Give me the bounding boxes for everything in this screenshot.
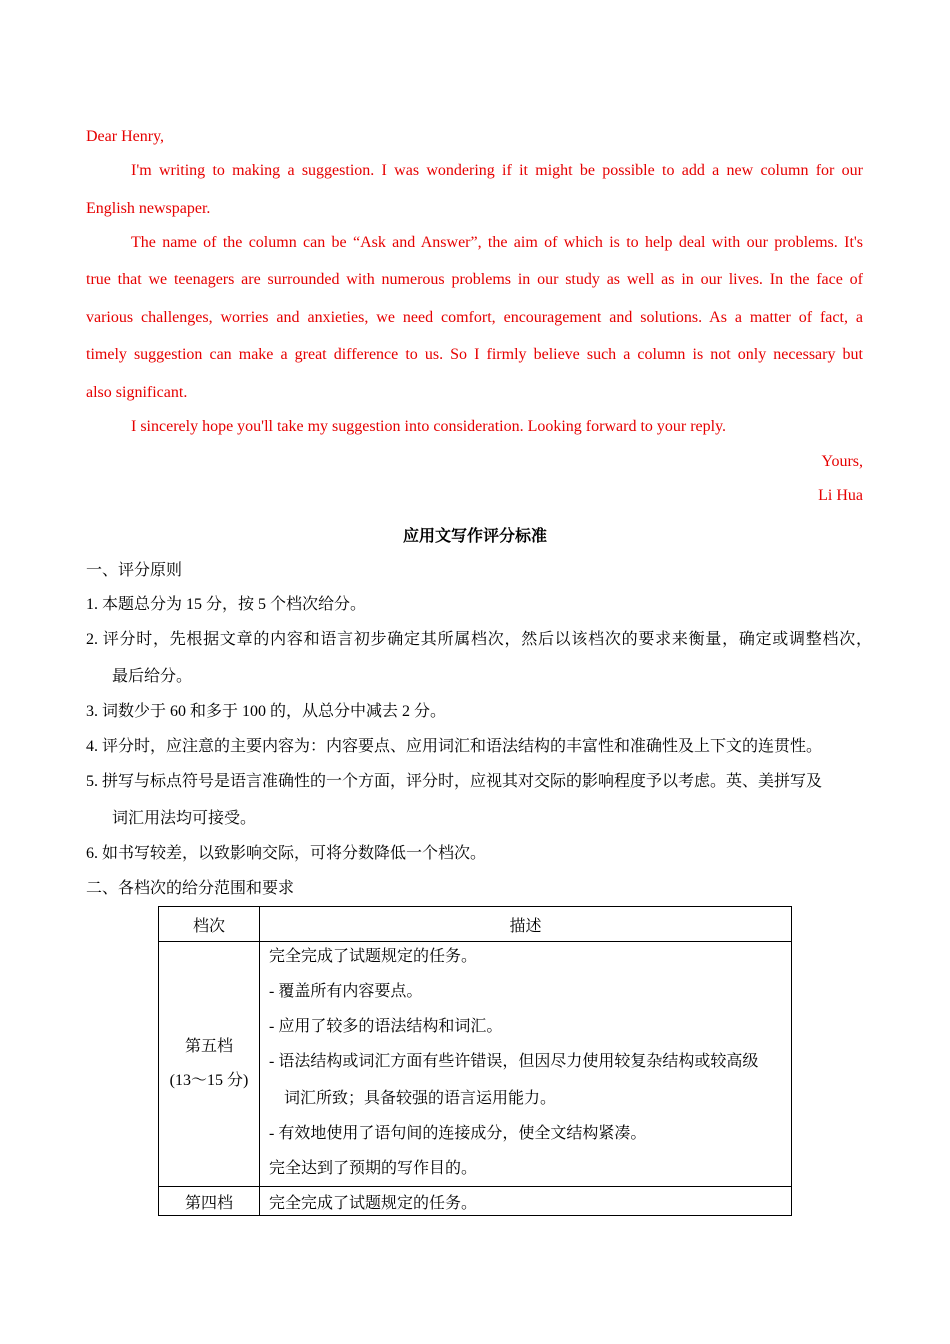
description-line: - 应用了较多的语法结构和词汇。 [269,1018,503,1035]
description-cell [260,942,792,1187]
letter-paragraph-line: The name of the column can be “Ask and Answer”, the aim of which is to help deal with our problems. It's [131,234,863,251]
letter-signature: Li Hua [818,487,863,504]
rule-item-continuation: 最后给分。 [112,668,193,685]
rubric-title: 应用文写作评分标准 [402,528,547,545]
table-row [159,1187,792,1216]
rule-item: 5. 拼写与标点符号是语言准确性的一个方面，评分时，应视其对交际的影响程度予以考虑。英、美拼写及 [86,773,823,790]
letter-paragraph-line: timely suggestion can make a great difference to us. So I firmly believe such a column is not only necessary but [86,346,863,363]
letter-paragraph-line: various challenges, worries and anxieties, we need comfort, encouragement and solutions. As a matter of fact, a [86,309,863,326]
section-heading: 一、评分原则 [86,562,183,579]
rule-item: 1. 本题总分为 15 分，按 5 个档次给分。 [86,596,367,613]
description-line: 完全完成了试题规定的任务。 [269,948,478,965]
description-line: - 覆盖所有内容要点。 [269,983,423,1000]
header-level: 档次 [159,907,260,942]
level-name: 第五档 [184,1038,233,1055]
letter-paragraph-line: true that we teenagers are surrounded with numerous problems in our study as well as in our lives. In the face of [86,271,863,288]
table-header-row [159,907,792,942]
section-heading: 二、各档次的给分范围和要求 [86,880,295,897]
letter-salutation: Dear Henry, [86,128,165,145]
description-line: 完全完成了试题规定的任务。 [260,1187,792,1216]
description-line: 词汇所致；具备较强的语言运用能力。 [284,1090,557,1107]
description-line: - 语法结构或词汇方面有些许错误，但因尽力使用较复杂结构或较高级 [269,1053,759,1070]
rule-item: 6. 如书写较差，以致影响交际，可将分数降低一个档次。 [86,845,487,862]
description-line: - 有效地使用了语句间的连接成分，使全文结构紧凑。 [269,1125,647,1142]
letter-paragraph-line: I'm writing to making a suggestion. I was wondering if it might be possible to add a new column for our [131,162,863,179]
level-range: (13～15 分) [169,1072,249,1089]
table-row [159,942,792,1187]
letter-paragraph-line: also significant. [86,384,188,401]
description-line: 完全达到了预期的写作目的。 [269,1160,478,1177]
letter-closing: Yours, [821,453,863,470]
level-name: 第四档 [159,1187,260,1216]
header-description: 描述 [260,907,792,942]
letter-paragraph-line: English newspaper. [86,200,211,217]
rule-item: 3. 词数少于 60 和多于 100 的，从总分中减去 2 分。 [86,703,447,720]
letter-paragraph-line: I sincerely hope you'll take my suggestion into consideration. Looking forward to your reply. [131,418,727,435]
rule-item-continuation: 词汇用法均可接受。 [112,810,257,827]
level-cell [159,942,260,1187]
rule-item: 4. 评分时，应注意的主要内容为：内容要点、应用词汇和语法结构的丰富性和准确性及上下文的连贯性。 [86,738,823,755]
grading-table [158,906,792,1216]
rule-item: 2. 评分时，先根据文章的内容和语言初步确定其所属档次，然后以该档次的要求来衡量，确定或调整档次， [86,631,872,648]
